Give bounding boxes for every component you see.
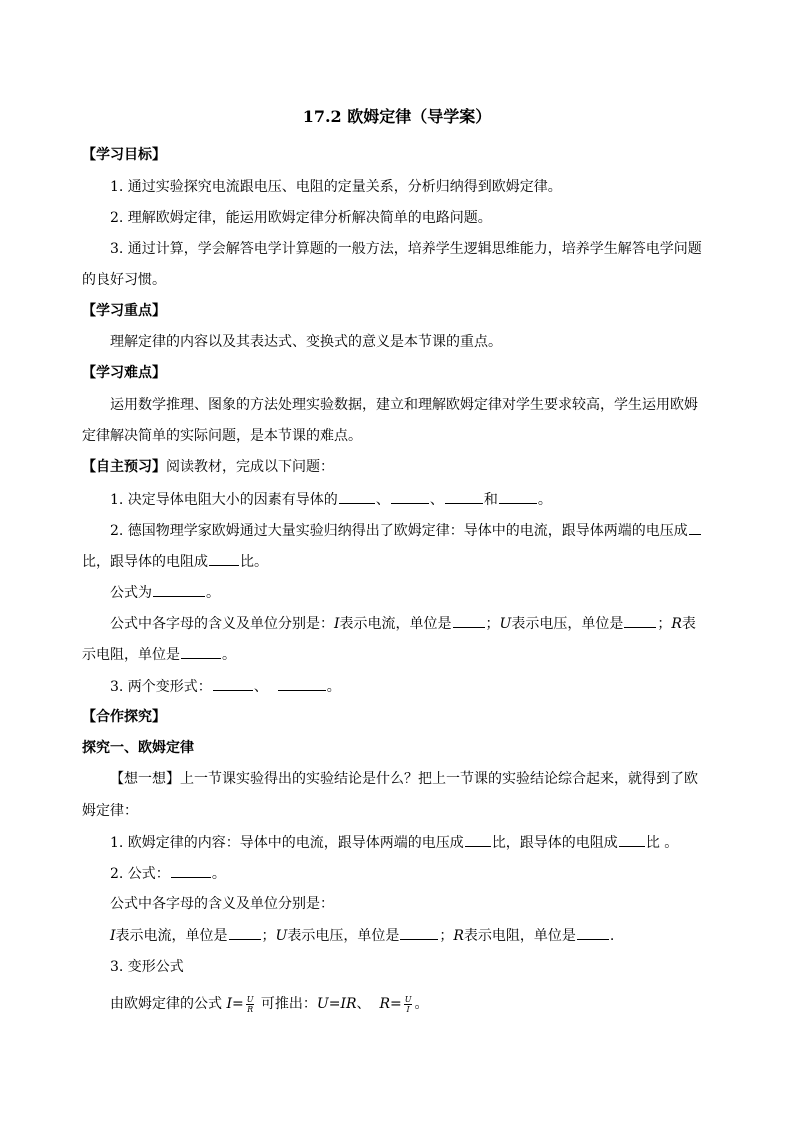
q3-sep: 、 [253, 679, 268, 695]
preview-intro: 阅读教材，完成以下问题： [166, 459, 334, 475]
c1-blank-1[interactable] [465, 832, 491, 847]
derive-eq-2: = [389, 996, 402, 1012]
derive-text: 由欧姆定律的公式 [110, 996, 222, 1012]
c1-text-c: 比 。 [645, 835, 679, 851]
c2-label: 2. 公式： [110, 866, 170, 882]
q2-text-b: 比，跟导体的电阻成 [82, 554, 208, 570]
q1-blank-4[interactable] [499, 489, 537, 504]
q1-and: 和 [483, 492, 498, 508]
q2-blank-2[interactable] [209, 551, 239, 566]
sep-1: ； [485, 616, 500, 632]
c-unit-r-blank[interactable] [577, 925, 609, 940]
think-line2: 姆定律： [82, 803, 138, 819]
c-meaning-u: 表示电压，单位是 [287, 928, 400, 944]
meaning-u: 表示电压，单位是 [511, 616, 624, 632]
c1-text-b: 比，跟导体的电阻成 [491, 835, 618, 851]
frac2-numerator: U [404, 994, 412, 1004]
q3-blank-2[interactable] [278, 676, 326, 691]
c-symbol-i: I [110, 928, 116, 944]
q1-end: 。 [537, 492, 552, 508]
q3-end: 。 [326, 679, 341, 695]
c2-blank[interactable] [171, 863, 211, 878]
c1-blank-2[interactable] [619, 832, 645, 847]
preview-q1 [110, 489, 735, 510]
coop-item-2 [110, 863, 735, 884]
q2-text-c: 比。 [240, 554, 268, 570]
goals-heading: 【学习目标】 [82, 147, 166, 163]
sep-2: ； [657, 616, 672, 632]
think-line1: 【想一想】上一节课实验得出的实验结论是什么？把上一节课的实验结论综合起来，就得到了欧 [110, 771, 698, 787]
coop-meaning: 公式中各字母的含义及单位分别是： [110, 896, 334, 912]
c-symbol-u: U [275, 928, 288, 944]
page-title: 17.2 欧姆定律（导学案） [302, 107, 492, 126]
goal-item-2: 2. 理解欧姆定律，能运用欧姆定律分析解决简单的电路问题。 [110, 210, 492, 226]
coop-subheading: 探究一、欧姆定律 [82, 740, 194, 756]
q2-blank-1[interactable] [689, 520, 701, 535]
derive-line [110, 992, 735, 1016]
q3-text: 3. 两个变形式： [110, 679, 212, 695]
preview-q2-line2 [82, 551, 707, 572]
difficult-line2: 定律解决简单的实际问题，是本节课的难点。 [82, 428, 362, 444]
preview-meaning-line2 [82, 644, 707, 665]
meaning-end: 。 [222, 647, 236, 663]
c-meaning-r: 表示电阻，单位是 [463, 928, 576, 944]
frac2-denominator: I [406, 1004, 410, 1014]
c-symbol-r: R [453, 928, 464, 944]
frac1-numerator: U [246, 994, 254, 1004]
q1-blank-1[interactable] [339, 489, 375, 504]
goal-item-3-line1: 3. 通过计算，学会解答电学计算题的一般方法，培养学生逻辑思维能力，培养学生解答电学问题 [110, 241, 702, 257]
difficult-heading: 【学习难点】 [82, 365, 166, 381]
fraction-u-over-r [246, 995, 255, 1014]
frac1-denominator: R [247, 1004, 254, 1014]
coop-units [110, 925, 735, 946]
unit-r-blank[interactable] [181, 644, 221, 659]
c-unit-u-blank[interactable] [400, 925, 438, 940]
derive-symbol-i: I [226, 996, 232, 1012]
coop-item-1 [110, 832, 735, 853]
fraction-u-over-i [404, 995, 413, 1014]
c-sep-2: ； [439, 928, 454, 944]
q1-text: 1. 决定导体电阻大小的因素有导体的 [110, 492, 338, 508]
key-heading: 【学习重点】 [82, 303, 166, 319]
preview-heading: 【自主预习】 [82, 459, 166, 475]
formula-end: 。 [206, 585, 220, 601]
q1-blank-2[interactable] [391, 489, 429, 504]
c-meaning-i: 表示电流，单位是 [115, 928, 228, 944]
preview-q2-line1 [110, 520, 735, 541]
q1-blank-3[interactable] [445, 489, 483, 504]
c2-end: 。 [211, 866, 226, 882]
symbol-u: U [499, 616, 512, 632]
goal-item-1: 1. 通过实验探究电流跟电压、电阻的定量关系，分析归纳得到欧姆定律。 [110, 179, 562, 195]
meaning-r-a: 表 [681, 616, 696, 632]
c-sep-1: ； [261, 928, 276, 944]
c-unit-i-blank[interactable] [229, 925, 261, 940]
derive-eq: = [231, 996, 244, 1012]
derive-u-ir: U=IR [316, 996, 357, 1012]
derive-end: 。 [414, 996, 429, 1012]
preview-meaning-line1 [110, 613, 735, 634]
difficult-line1: 运用数学推理、图象的方法处理实验数据，建立和理解欧姆定律对学生要求较高，学生运用欧姆 [110, 397, 698, 413]
meaning-r-b: 示电阻，单位是 [82, 647, 180, 663]
formula-label: 公式为 [110, 585, 152, 601]
symbol-r: R [671, 616, 682, 632]
goal-item-3-line2: 的良好习惯。 [82, 272, 166, 288]
preview-intro-line [82, 457, 707, 477]
coop-item-3: 3. 变形公式 [110, 959, 184, 975]
coop-heading: 【合作探究】 [82, 709, 166, 725]
derive-sep: 、 [356, 996, 371, 1012]
derive-text-b: 可推出： [260, 996, 317, 1012]
symbol-i: I [334, 616, 340, 632]
c-dot: . [609, 928, 615, 944]
q2-text: 2. 德国物理学家欧姆通过大量实验归纳得出了欧姆定律：导体中的电流，跟导体两端的电压成 [110, 523, 688, 539]
unit-i-blank[interactable] [453, 613, 485, 628]
unit-u-blank[interactable] [624, 613, 656, 628]
q1-sep-1: 、 [375, 492, 390, 508]
q1-sep-2: 、 [429, 492, 444, 508]
q3-blank-1[interactable] [213, 676, 253, 691]
preview-q3 [110, 676, 735, 697]
derive-symbol-r: R [379, 996, 390, 1012]
meaning-label: 公式中各字母的含义及单位分别是： [110, 616, 334, 632]
preview-formula [110, 582, 735, 603]
key-text: 理解定律的内容以及其表达式、变换式的意义是本节课的重点。 [110, 334, 502, 350]
meaning-i: 表示电流，单位是 [339, 616, 452, 632]
c1-text: 1. 欧姆定律的内容：导体中的电流，跟导体两端的电压成 [110, 835, 464, 851]
formula-blank[interactable] [153, 582, 205, 597]
